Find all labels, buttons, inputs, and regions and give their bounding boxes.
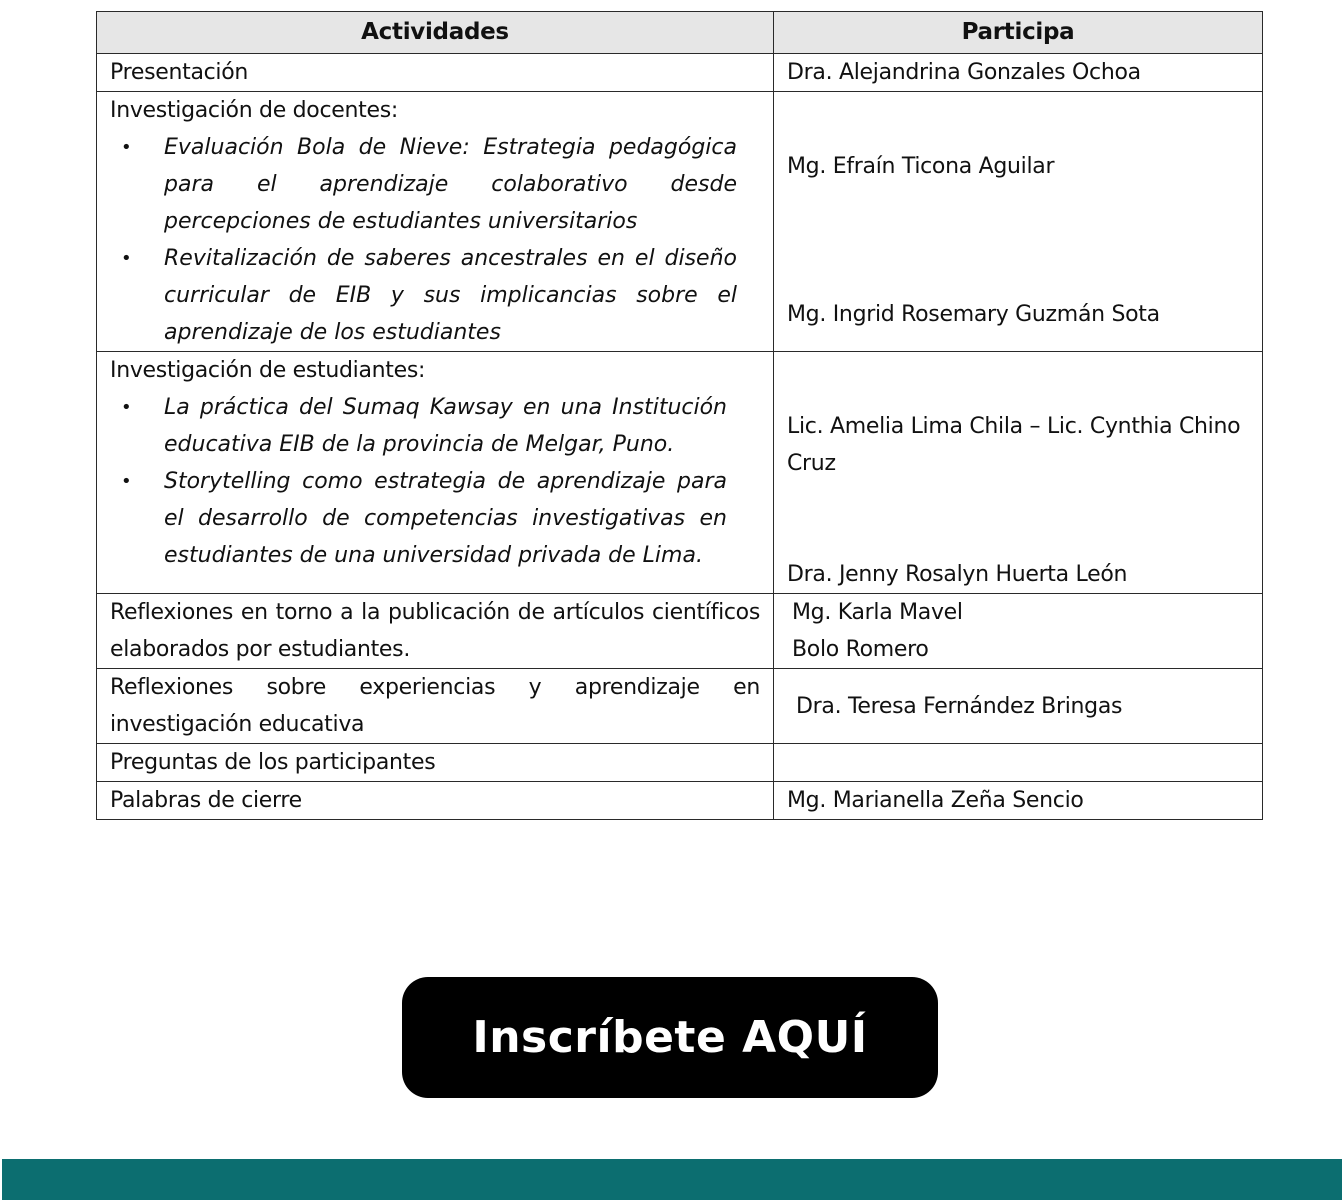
- activity-heading: Investigación de docentes:: [110, 98, 398, 123]
- speaker-cell: [774, 744, 1263, 782]
- activity-cell: Reflexiones sobre experiencias y aprendizaje en investigación educativa: [97, 669, 774, 744]
- column-header-actividades: Actividades: [97, 12, 774, 54]
- table-row: [97, 594, 1263, 669]
- speaker-name: Mg. Efraín Ticona Aguilar: [787, 154, 1055, 179]
- topic-list: [110, 389, 727, 574]
- speaker-cell: [774, 92, 1263, 352]
- bullet-icon: •: [121, 137, 132, 158]
- table-row: [97, 744, 1263, 782]
- table-row: [97, 92, 1263, 352]
- activity-cell: [97, 92, 774, 352]
- topic-text: La práctica del Sumaq Kawsay en una Institución educativa EIB de la provincia de Melgar, Puno.: [164, 395, 727, 457]
- topic-text: Storytelling como estrategia de aprendizaje para el desarrollo de competencias investigativas en estudiantes de una universidad privada de Lima.: [164, 469, 727, 568]
- footer-band: [2, 1159, 1342, 1200]
- speaker-name: Dra. Jenny Rosalyn Huerta León: [787, 562, 1128, 587]
- speaker-name: Bolo Romero: [792, 637, 929, 662]
- speaker-name: Mg. Karla Mavel: [792, 600, 963, 625]
- bullet-icon: •: [121, 248, 132, 269]
- speaker-name: Mg. Ingrid Rosemary Guzmán Sota: [787, 302, 1160, 327]
- activity-cell: Palabras de cierre: [97, 782, 774, 820]
- bullet-icon: •: [121, 397, 132, 418]
- speaker-cell: [774, 594, 1263, 669]
- topic-text: Revitalización de saberes ancestrales en el diseño curricular de EIB y sus implicancias sobre el aprendizaje de los estudiantes: [164, 246, 737, 345]
- bullet-icon: •: [121, 471, 132, 492]
- table-row: [97, 54, 1263, 92]
- topic-item: [110, 129, 737, 240]
- topic-item: [110, 240, 737, 351]
- topic-item: [110, 389, 727, 463]
- topic-list: [110, 129, 737, 351]
- activity-cell: Reflexiones en torno a la publicación de artículos científicos elaborados por estudiantes.: [97, 594, 774, 669]
- table-row: [97, 782, 1263, 820]
- agenda-table: [96, 11, 1263, 820]
- activity-heading: Investigación de estudiantes:: [110, 358, 426, 383]
- topic-item: [110, 463, 727, 574]
- table-row: [97, 352, 1263, 594]
- speaker-cell: Dra. Teresa Fernández Bringas: [774, 669, 1263, 744]
- activity-cell: Preguntas de los participantes: [97, 744, 774, 782]
- activity-cell: Presentación: [97, 54, 774, 92]
- speaker-name: Lic. Amelia Lima Chila – Lic. Cynthia Chino Cruz: [787, 414, 1241, 476]
- register-button[interactable]: Inscríbete AQUÍ: [402, 977, 938, 1098]
- activity-cell: [97, 352, 774, 594]
- speaker-cell: Dra. Alejandrina Gonzales Ochoa: [774, 54, 1263, 92]
- speaker-cell: [774, 352, 1263, 594]
- table-header-row: [97, 12, 1263, 54]
- column-header-participa: Participa: [774, 12, 1263, 54]
- table-row: [97, 669, 1263, 744]
- topic-text: Evaluación Bola de Nieve: Estrategia pedagógica para el aprendizaje colaborativo desde percepciones de estudiantes universitarios: [164, 135, 737, 234]
- speaker-cell: Mg. Marianella Zeña Sencio: [774, 782, 1263, 820]
